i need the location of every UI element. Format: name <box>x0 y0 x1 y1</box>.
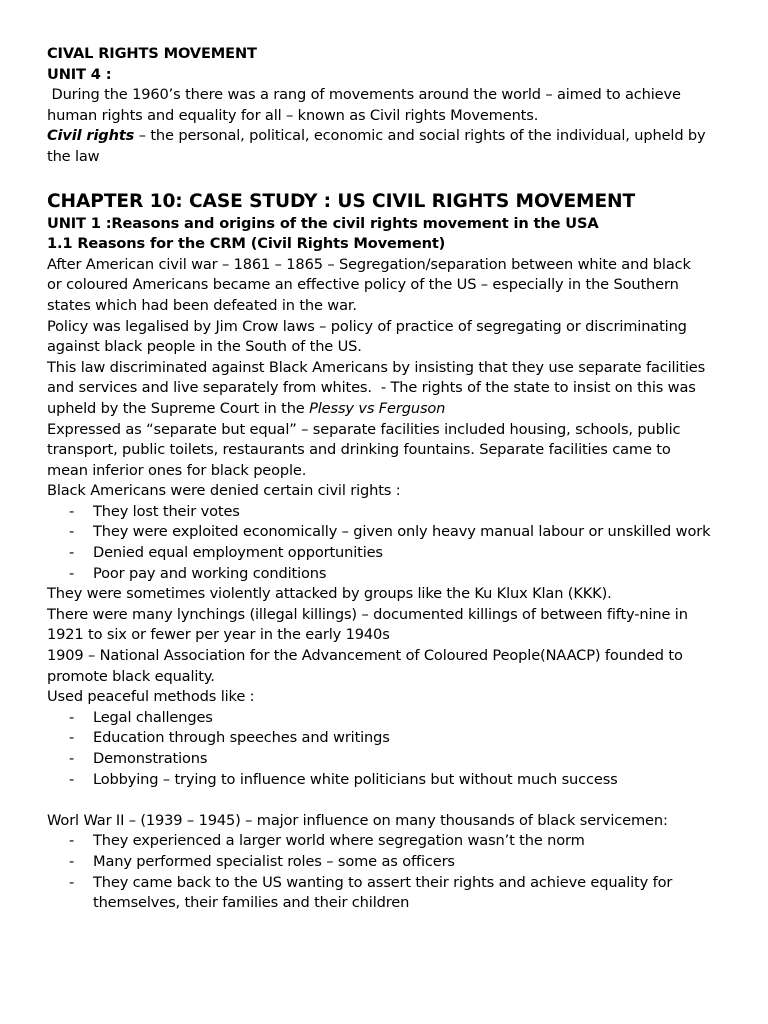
paragraph-line: transport, public toilets, restaurants and drinking fountains. Separate facilities came to <box>47 441 671 459</box>
peaceful-methods-list <box>47 708 737 790</box>
paragraph-line: After American civil war – 1861 – 1865 – Segregation/separation between white and black <box>47 255 691 273</box>
paragraph-line: They were sometimes violently attacked by groups like the Ku Klux Klan (KKK). <box>47 585 612 603</box>
section-heading: 1.1 Reasons for the CRM (Civil Rights Movement) <box>47 235 446 253</box>
list-item: - Lobbying – trying to influence white politicians but without much success <box>69 770 618 788</box>
definition-line <box>47 126 737 147</box>
list-item: - Many performed specialist roles – some as officers <box>69 852 455 870</box>
list-item: - Poor pay and working conditions <box>69 564 327 582</box>
definition-text: – the personal, political, economic and social rights of the individual, upheld by <box>134 127 706 145</box>
list-item: - They came back to the US wanting to assert their rights and achieve equality for <box>69 873 673 891</box>
unit-heading: UNIT 4 : <box>47 65 112 83</box>
list-item: - They were exploited economically – given only heavy manual labour or unskilled work <box>69 523 711 541</box>
paragraph-line: states which had been defeated in the war. <box>47 296 357 314</box>
paragraph-line: Expressed as “separate but equal” – separate facilities included housing, schools, public <box>47 420 681 438</box>
paragraph-line: Black Americans were denied certain civil rights : <box>47 482 401 500</box>
chapter-unit-heading: UNIT 1 :Reasons and origins of the civil rights movement in the USA <box>47 214 599 232</box>
document-page <box>47 44 737 914</box>
intro-line: During the 1960’s there was a rang of movements around the world – aimed to achieve <box>47 86 681 104</box>
paragraph-line: mean inferior ones for black people. <box>47 461 307 479</box>
definition-term: Civil rights <box>47 127 135 145</box>
blank-line <box>47 790 737 811</box>
list-item: - They experienced a larger world where segregation wasn’t the norm <box>69 832 585 850</box>
list-item: - Legal challenges <box>69 708 213 726</box>
paragraph-line: 1921 to six or fewer per year in the early 1940s <box>47 626 390 644</box>
paragraph-line: and services and live separately from whites. - The rights of the state to insist on this was <box>47 379 696 397</box>
paragraph-line: or coloured Americans became an effective policy of the US – especially in the Southern <box>47 276 679 294</box>
denied-rights-list <box>47 502 737 584</box>
paragraph-line <box>47 399 737 420</box>
definition-line: the law <box>47 147 100 165</box>
list-item: - They lost their votes <box>69 502 240 520</box>
paragraph-line: Used peaceful methods like : <box>47 688 255 706</box>
paragraph-text: upheld by the Supreme Court in the <box>47 399 310 417</box>
list-item: - Denied equal employment opportunities <box>69 544 383 562</box>
paragraph-line: Policy was legalised by Jim Crow laws – policy of practice of segregating or discriminating <box>47 317 687 335</box>
list-item-continuation: themselves, their families and their children <box>93 894 410 912</box>
intro-line: human rights and equality for all – known as Civil rights Movements. <box>47 106 539 124</box>
chapter-title: CHAPTER 10: CASE STUDY : US CIVIL RIGHTS MOVEMENT <box>47 190 636 212</box>
paragraph-line: against black people in the South of the US. <box>47 338 362 356</box>
paragraph-line: This law discriminated against Black Americans by insisting that they use separate facilities <box>47 358 706 376</box>
list-item: - Education through speeches and writings <box>69 729 390 747</box>
case-name: Plessy vs Ferguson <box>309 399 446 417</box>
ww2-effects-list <box>47 831 737 913</box>
paragraph-line: 1909 – National Association for the Advancement of Coloured People(NAACP) founded to <box>47 647 683 665</box>
paragraph-line: promote black equality. <box>47 667 215 685</box>
list-item: - Demonstrations <box>69 750 208 767</box>
paragraph-line: There were many lynchings (illegal killings) – documented killings of between fifty-nine in <box>47 605 688 623</box>
paragraph-line: Worl War II – (1939 – 1945) – major influence on many thousands of black servicemen: <box>47 811 668 829</box>
document-title: CIVAL RIGHTS MOVEMENT <box>47 45 257 62</box>
